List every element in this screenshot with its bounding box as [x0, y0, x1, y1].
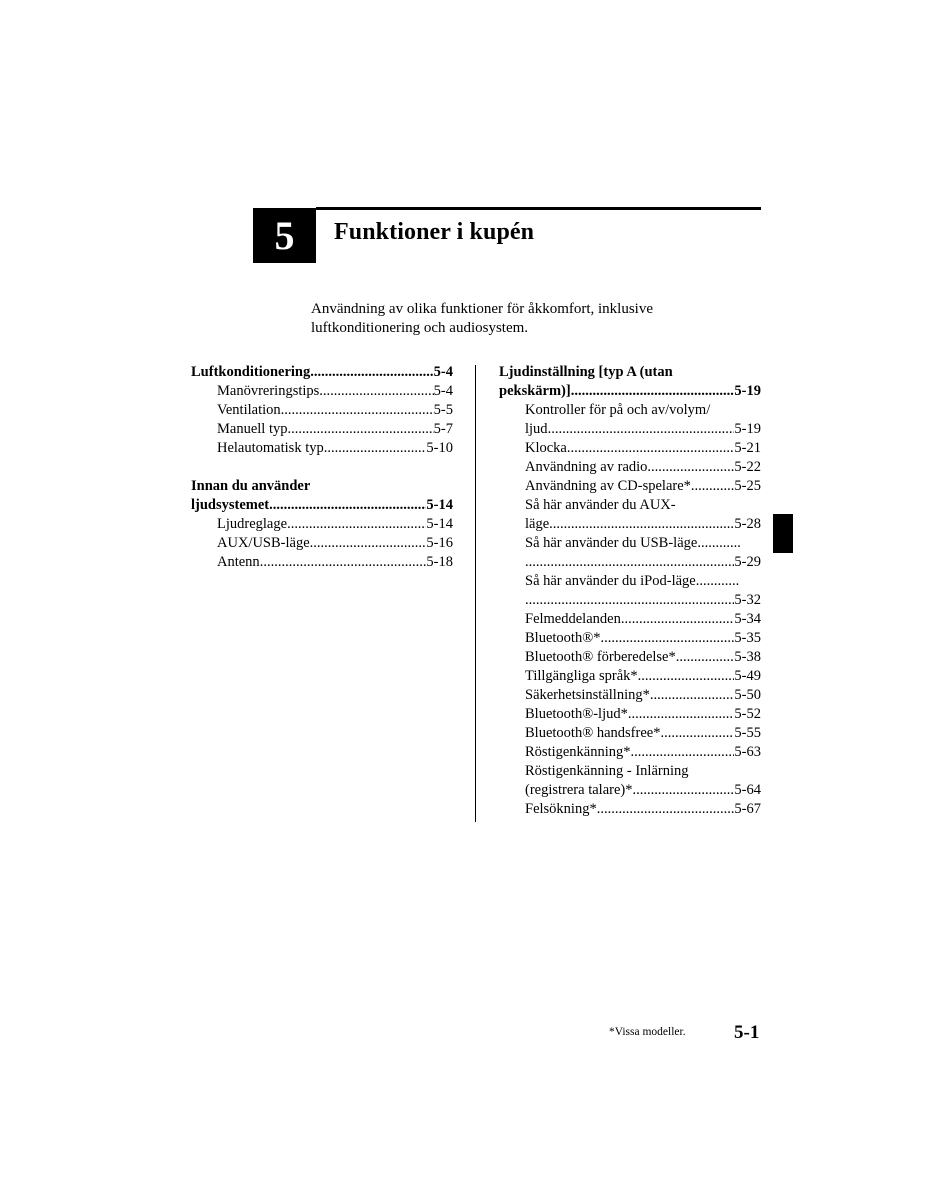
- footnote: *Vissa modeller.: [609, 1026, 686, 1038]
- toc-section-title-line: Ljudinställning [typ A (utan: [499, 364, 673, 380]
- toc-item[interactable]: Helautomatisk typ ..... 5-10: [191, 439, 453, 458]
- toc-left-column: [191, 363, 453, 572]
- toc-item[interactable]: Bluetooth®* ..... 5-35: [499, 629, 761, 648]
- toc-item[interactable]: Manuell typ ..... 5-7: [191, 420, 453, 439]
- column-divider: [475, 365, 476, 822]
- intro-text: [311, 300, 751, 338]
- toc-item[interactable]: Användning av radio ..... 5-22: [499, 458, 761, 477]
- toc-item[interactable]: Ventilation ..... 5-5: [191, 401, 453, 420]
- intro-line: luftkonditionering och audiosystem.: [311, 320, 529, 336]
- toc-item[interactable]: ..... 5-32: [499, 591, 761, 610]
- toc-item[interactable]: Bluetooth® förberedelse* ..... 5-38: [499, 648, 761, 667]
- toc-item[interactable]: (registrera talare)* ..... 5-64: [499, 781, 761, 800]
- toc-item[interactable]: Användning av CD-spelare* ..... 5-25: [499, 477, 761, 496]
- chapter-number: 5: [274, 213, 295, 258]
- toc-item-line: Så här använder du iPod-läge............: [525, 573, 740, 589]
- toc-item[interactable]: läge ..... 5-28: [499, 515, 761, 534]
- page-number: 5-1: [734, 1022, 760, 1043]
- toc-section-ljudinstallning[interactable]: pekskärm)] ..... 5-19: [499, 382, 761, 401]
- toc-item[interactable]: ljud ..... 5-19: [499, 420, 761, 439]
- toc-item-line: Så här använder du USB-läge............: [525, 535, 741, 551]
- toc-item[interactable]: Bluetooth®-ljud* ..... 5-52: [499, 705, 761, 724]
- toc-section-luftkonditionering[interactable]: Luftkonditionering ..... 5-4: [191, 363, 453, 382]
- toc-item-line: Kontroller för på och av/volym/: [525, 402, 711, 418]
- toc-section-ljudsystemet[interactable]: ljudsystemet ..... 5-14: [191, 496, 453, 515]
- toc-item[interactable]: AUX/USB-läge ..... 5-16: [191, 534, 453, 553]
- toc-item[interactable]: Klocka ..... 5-21: [499, 439, 761, 458]
- toc-item[interactable]: ..... 5-29: [499, 553, 761, 572]
- toc-item-line: Så här använder du AUX-: [525, 497, 676, 513]
- toc-item[interactable]: Antenn ..... 5-18: [191, 553, 453, 572]
- toc-section-title-line: Innan du använder: [191, 478, 311, 494]
- chapter-title: Funktioner i kupén: [334, 219, 535, 245]
- toc-item[interactable]: Manövreringstips ..... 5-4: [191, 382, 453, 401]
- toc-item[interactable]: Tillgängliga språk* ..... 5-49: [499, 667, 761, 686]
- toc-item[interactable]: Felmeddelanden ..... 5-34: [499, 610, 761, 629]
- toc-item[interactable]: Bluetooth® handsfree* ..... 5-55: [499, 724, 761, 743]
- toc-item[interactable]: Felsökning* ..... 5-67: [499, 800, 761, 819]
- toc-item-line: Röstigenkänning - Inlärning: [525, 763, 689, 779]
- chapter-number-box: [253, 208, 316, 263]
- chapter-thumb-tab: [773, 514, 793, 553]
- toc-right-column: [499, 363, 761, 819]
- toc-item[interactable]: Säkerhetsinställning* ..... 5-50: [499, 686, 761, 705]
- toc-item[interactable]: Röstigenkänning* ..... 5-63: [499, 743, 761, 762]
- intro-line: Användning av olika funktioner för åkkomfort, inklusive: [311, 301, 654, 317]
- title-rule: [316, 207, 761, 210]
- toc-item[interactable]: Ljudreglage ..... 5-14: [191, 515, 453, 534]
